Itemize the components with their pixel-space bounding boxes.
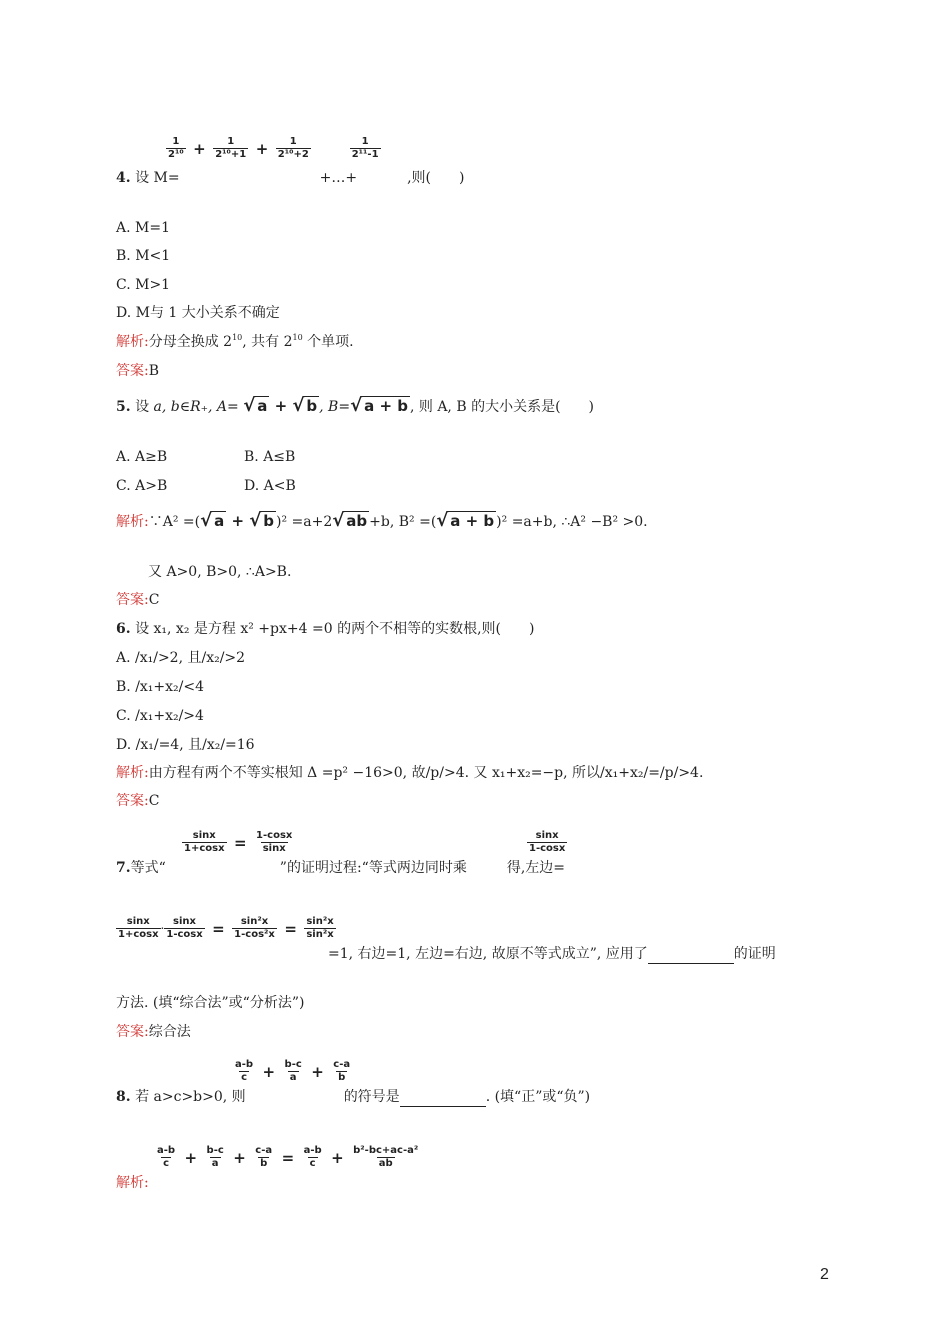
q4-option-b: B. M<1: [116, 248, 171, 264]
q5-option-a: A. A≥B: [116, 449, 168, 465]
page-number: 2: [820, 1266, 829, 1283]
q8-formula: $\frac{a-b}{c}$ + $\frac{b-c}{a}$ + $\frac{c-a}{b}$: [235, 1059, 351, 1083]
q7-formula-left: $\frac{\sin x}{1+\cos x}$ · $\frac{\sin x}{1-\cos x}$ = $\frac{\text{sin²x}}{\text{1-cos²x}}$ = $\frac{\text{sin²x}}{\text{sin²x}}$: [118, 916, 334, 940]
q4-option-a: A. M=1: [116, 220, 170, 236]
q4-formula: $\frac{1}{\text{2¹⁰}}$ + $\frac{1}{\text{2¹⁰+1}}$ + $\frac{1}{\text{2¹⁰+2}}$ $\frac{1}{\text{2¹¹-1}}$: [168, 136, 379, 160]
q6-answer: 答案:C: [116, 793, 160, 809]
q5-stem: 5. 设 a, b∈R₊, A= √ a + √ b , B=√ a + b , 则 A, B 的大小关系是( ): [116, 395, 594, 416]
q8-stem: 8. 若 a>c>b>0, 则 的符号是 . (填“正”或“负”): [116, 1089, 591, 1105]
q5-answer: 答案:C: [116, 592, 160, 608]
q8-analysis-formula: $\frac{a-b}{c}$ + $\frac{b-c}{a}$ + $\frac{c-a}{b}$ = $\frac{a-b}{c}$ + $\frac{\text{b²-bc+ac-a²}}{ab}$: [157, 1145, 419, 1169]
q7-blank[interactable]: [648, 949, 734, 964]
q6-stem: 6. 设 x₁, x₂ 是方程 x² +px+4 =0 的两个不相等的实数根,则( ): [116, 621, 535, 637]
q5-option-c: C. A>B: [116, 478, 168, 494]
q5-option-b: B. A≤B: [244, 449, 296, 465]
q6-option-b: B. /x₁+x₂/<4: [116, 679, 205, 695]
q4-option-d: D. M与 1 大小关系不确定: [116, 305, 280, 321]
q4-answer: 答案:B: [116, 363, 160, 379]
q7-formula-eq: $\frac{\sin x}{1+\cos x}$ = $\frac{1-\cos x}{\sin x}$: [184, 830, 293, 854]
q5-option-d: D. A<B: [244, 478, 296, 494]
q5-analysis: 解析:∵A² =(√ a + √ b )² =a+2√ ab +b, B² =(√ a + b )² =a+b, ∴A² −B² >0.: [116, 510, 648, 531]
q7-answer: 答案:综合法: [116, 1024, 191, 1040]
q4-stem: 4. 设 M= +…+ ,则( ): [116, 170, 465, 186]
q4-option-c: C. M>1: [116, 277, 171, 293]
q6-option-a: A. /x₁/>2, 且/x₂/>2: [116, 650, 246, 666]
q7-formula-mult: $\frac{\sin x}{1-\cos x}$: [529, 830, 566, 854]
q4-analysis: 解析:分母全换成 $2^{10}$, 共有 $2^{10}$ 个单项.: [116, 333, 354, 350]
q8-blank[interactable]: [400, 1092, 486, 1107]
q6-option-c: C. /x₁+x₂/>4: [116, 708, 204, 724]
q7-stem: 7.等式“ ”的证明过程:“等式两边同时乘 得,左边=: [116, 860, 566, 876]
q7-line3: 方法. (填“综合法”或“分析法”): [116, 995, 305, 1011]
q6-analysis: 解析:由方程有两个不等实根知 Δ =p² −16>0, 故/p/>4. 又 x₁+x₂=−p, 所以/x₁+x₂/=/p/>4.: [116, 765, 704, 781]
q6-option-d: D. /x₁/=4, 且/x₂/=16: [116, 737, 255, 753]
q5-analysis-line2: 又 A>0, B>0, ∴A>B.: [148, 564, 292, 580]
q8-analysis-label: 解析:: [116, 1175, 149, 1191]
q7-line2: =1, 右边=1, 左边=右边, 故原不等式成立”, 应用了 的证明: [328, 946, 776, 962]
